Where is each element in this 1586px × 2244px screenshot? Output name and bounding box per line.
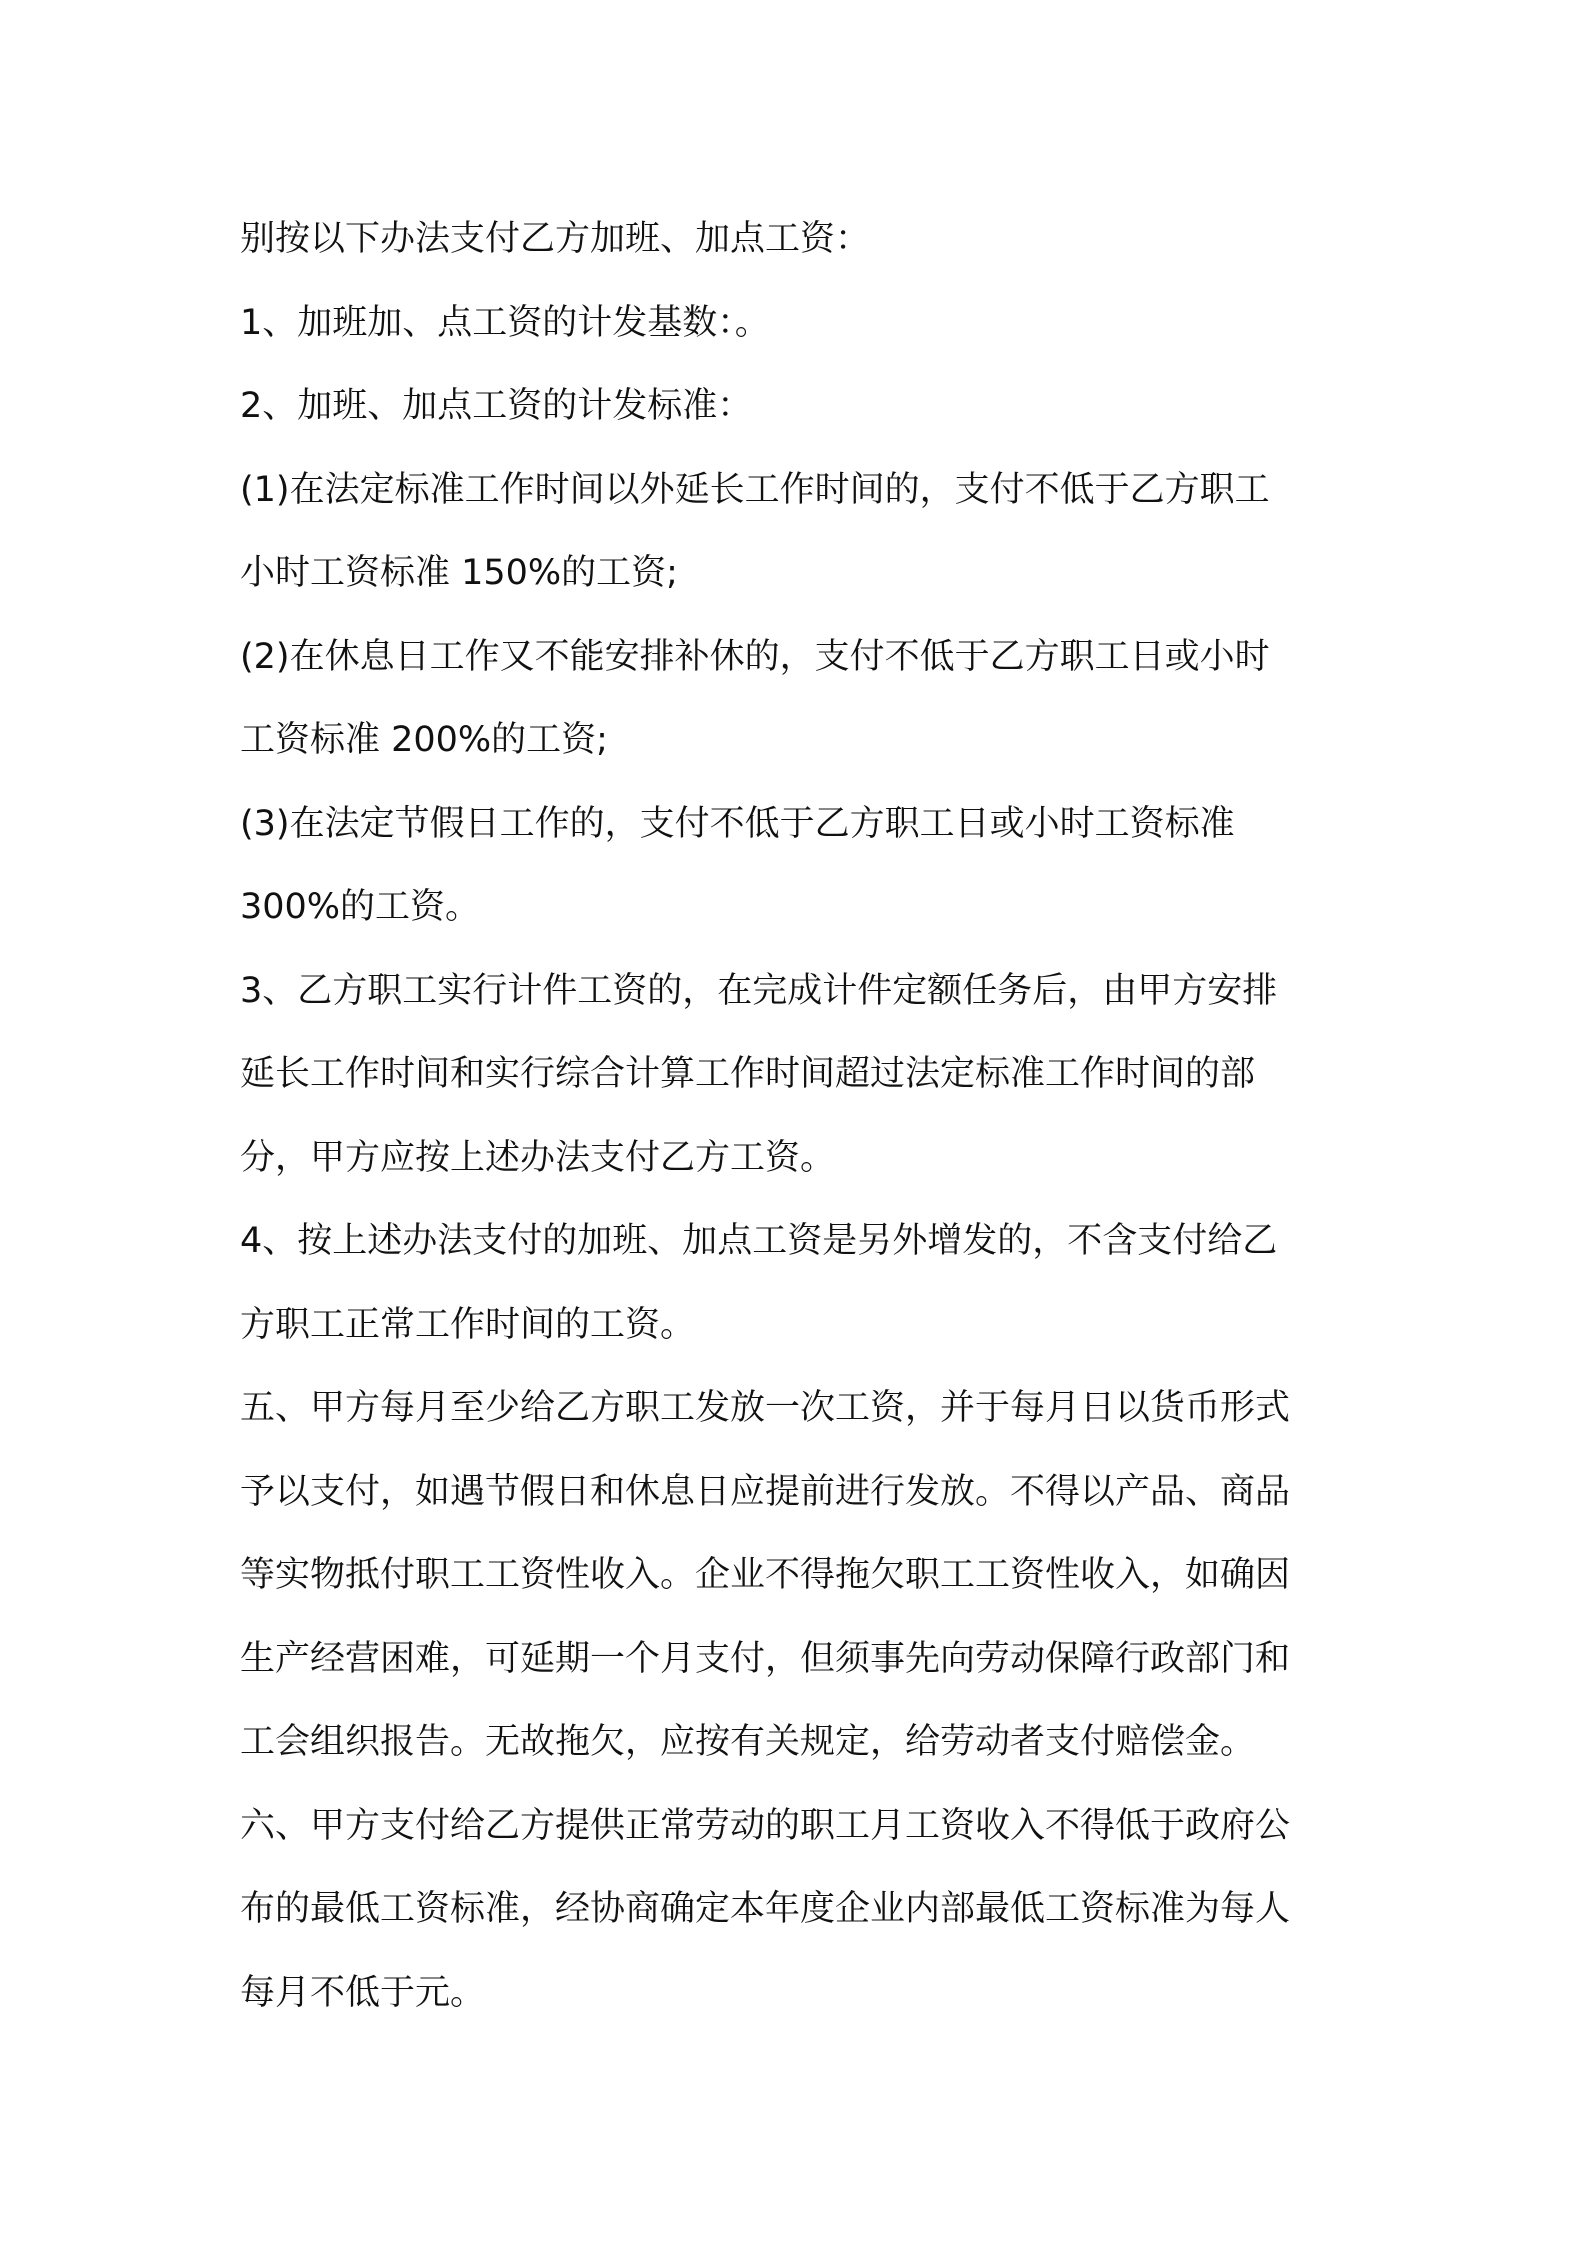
text-line: 4、按上述办法支付的加班、加点工资是另外增发的，不含支付给乙 xyxy=(240,1221,1278,1261)
text-line: 小时工资标准 150%的工资; xyxy=(240,553,678,593)
document-body xyxy=(240,198,1360,2035)
text-line: 300%的工资。 xyxy=(240,887,481,927)
text-line: 每月不低于元。 xyxy=(240,1972,486,2013)
text-line: (1)在法定标准工作时间以外延长工作时间的，支付不低于乙方职工 xyxy=(240,469,1270,510)
text-line: 工资标准 200%的工资; xyxy=(240,720,608,760)
text-line: 3、乙方职工实行计件工资的，在完成计件定额任务后，由甲方安排 xyxy=(240,970,1278,1011)
text-line: 布的最低工资标准，经协商确定本年度企业内部最低工资标准为每人 xyxy=(240,1889,1291,1929)
text-line: 2、加班、加点工资的计发标准： xyxy=(240,386,753,426)
text-line: 六、甲方支付给乙方提供正常劳动的职工月工资收入不得低于政府公 xyxy=(240,1805,1291,1846)
text-line: 延长工作时间和实行综合计算工作时间超过法定标准工作时间的部 xyxy=(240,1054,1256,1094)
text-line: 方职工正常工作时间的工资。 xyxy=(240,1304,696,1345)
text-line: 工会组织报告。无故拖欠，应按有关规定，给劳动者支付赔偿金。 xyxy=(240,1722,1256,1762)
text-line: 等实物抵付职工工资性收入。企业不得拖欠职工工资性收入，如确因 xyxy=(240,1555,1291,1595)
text-line: 予以支付，如遇节假日和休息日应提前进行发放。不得以产品、商品 xyxy=(240,1471,1291,1512)
text-line: 别按以下办法支付乙方加班、加点工资： xyxy=(240,219,871,259)
text-line: (2)在休息日工作又不能安排补休的，支付不低于乙方职工日或小时 xyxy=(240,636,1270,677)
text-line: (3)在法定节假日工作的，支付不低于乙方职工日或小时工资标准 xyxy=(240,803,1235,844)
text-line: 生产经营困难，可延期一个月支付，但须事先向劳动保障行政部门和 xyxy=(240,1638,1291,1679)
text-line: 五、甲方每月至少给乙方职工发放一次工资，并于每月日以货币形式 xyxy=(240,1388,1291,1428)
text-line: 1、加班加、点工资的计发基数：。 xyxy=(240,302,770,343)
text-line: 分，甲方应按上述办法支付乙方工资。 xyxy=(240,1137,836,1178)
